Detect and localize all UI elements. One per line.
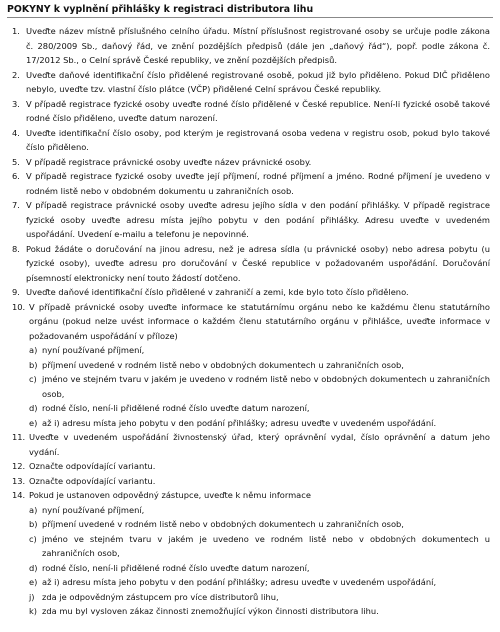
instruction-item <box>12 300 490 344</box>
subitem-text: příjmení uvedené v rodném listě nebo v obdobných dokumentech u zahraničních osob, <box>42 359 404 370</box>
instruction-subitem <box>12 416 490 431</box>
instruction-item <box>12 169 490 198</box>
instruction-number: 14. <box>12 490 26 500</box>
instruction-item <box>12 198 490 242</box>
instruction-item <box>12 242 490 286</box>
subitem-letter: c) <box>29 374 37 384</box>
instruction-item <box>12 24 490 68</box>
instruction-text: Uveďte v uvedeném uspořádání živnostenský úřad, který oprávnění vydal, číslo oprávnění a datum jeho vydání. <box>29 432 490 457</box>
page-title: POKYNY k vyplnění přihlášky k registraci distributora lihu <box>7 4 314 15</box>
subitem-letter: c) <box>29 533 37 544</box>
instruction-text: V případě registrace právnické osoby uveďte adresu jejího sídla v den podání přihlášky. V případě registrace fyzické osoby uveďte adresu místa jejího pobytu v den podání přihlášky. Adresu uveďte v uvedeném uspořádání. Uvedení e-mailu a telefonu je nepovinné. <box>26 200 490 239</box>
instruction-text: Uveďte daňové identifikační číslo přidělené registrované osobě, pokud již bylo přiděleno. Pokud DIČ přiděleno nebylo, uveďte tzv. vlastní číslo plátce (VČP) přidělené Celní správou České republiky. <box>26 69 490 94</box>
subitem-letter: b) <box>29 359 38 370</box>
instruction-subitem <box>12 604 490 619</box>
instruction-item <box>12 155 490 170</box>
instruction-number: 6. <box>12 171 20 181</box>
subitem-text: zda je odpovědným zástupcem pro více distributorů lihu, <box>42 591 279 602</box>
instruction-text: V případě registrace fyzické osoby uveďte rodné číslo přidělené v České republice. Není-li fyzické osobě takové rodné číslo přiděleno, uveďte datum narození. <box>26 98 490 123</box>
instruction-item <box>12 97 490 126</box>
instruction-number: 1. <box>12 26 20 36</box>
instruction-number: 9. <box>12 287 20 297</box>
instruction-number: 8. <box>12 243 20 254</box>
instruction-list <box>12 24 490 619</box>
instruction-text: Označte odpovídající variantu. <box>29 475 156 486</box>
subitem-letter: e) <box>29 417 38 428</box>
instruction-number: 5. <box>12 156 20 167</box>
subitem-letter: b) <box>29 519 38 529</box>
subitem-text: rodné číslo, není-li přidělené rodné číslo uveďte datum narození, <box>42 403 310 413</box>
subitem-letter: k) <box>29 606 38 616</box>
instruction-subitem <box>12 575 490 590</box>
subitem-text: rodné číslo, není-li přidělené rodné číslo uveďte datum narození, <box>42 562 310 573</box>
instruction-subitem <box>12 532 490 561</box>
instruction-item <box>12 285 490 300</box>
subitem-text: jméno ve stejném tvaru v jakém je uvedeno v rodném listě nebo v obdobných dokumentech u zahraničních osob, <box>42 374 490 399</box>
subitem-text: příjmení uvedené v rodném listě nebo v obdobných dokumentech u zahraničních osob, <box>42 519 404 529</box>
instruction-text: Uveďte daňové identifikační číslo přidělené v zahraničí a zemi, kde bylo toto číslo přiděleno. <box>26 287 409 297</box>
instruction-subitem <box>12 372 490 401</box>
instruction-number: 12. <box>12 461 26 471</box>
instruction-subitem <box>12 343 490 358</box>
instruction-number: 3. <box>12 98 20 109</box>
instruction-text: Označte odpovídající variantu. <box>29 461 156 471</box>
instruction-item <box>12 459 490 474</box>
instruction-number: 13. <box>12 475 26 486</box>
subitem-text: až i) adresu místa jeho pobytu v den podání přihlášky; adresu uveďte v uvedeném uspořádání. <box>42 417 437 428</box>
subitem-letter: j) <box>29 591 35 602</box>
instruction-text: V případě registrace fyzické osoby uveďte její příjmení, rodné příjmení a jméno. Rodné příjmení je uvedeno v rodném listě nebo v obdobném dokumentu u zahraničních osob. <box>26 171 490 196</box>
instruction-number: 4. <box>12 127 20 138</box>
subitem-text: až i) adresu místa jeho pobytu v den podání přihlášky; adresu uveďte v uvedeném uspořádání, <box>42 577 437 587</box>
subitem-text: jméno ve stejném tvaru v jakém je uvedeno ve rodném listě nebo v obdobných dokumentech u zahraničních osob, <box>42 533 490 558</box>
instruction-subitem <box>12 561 490 576</box>
instruction-subitem <box>12 358 490 373</box>
instruction-text: Pokud je ustanoven odpovědný zástupce, uveďte k němu informace <box>29 490 311 500</box>
instruction-item <box>12 488 490 503</box>
instruction-number: 7. <box>12 200 20 210</box>
instruction-item <box>12 126 490 155</box>
instruction-text: V případě registrace právnické osoby uveďte název právnické osoby. <box>26 156 312 167</box>
subitem-text: nyní používané příjmení, <box>42 345 145 355</box>
instruction-text: V případě právnické osoby uveďte informace ke statutárnímu orgánu nebo ke každému členu statutárního orgánu (pokud nelze uvést informace o každém členu statutárního orgánu v přihlášce, uveďte informace v požadovaném uspořádání v příloze) <box>29 301 490 341</box>
instruction-number: 11. <box>12 432 26 442</box>
instruction-text: Pokud žádáte o doručování na jinou adresu, než je adresa sídla (u právnické osoby) nebo adresa pobytu (u fyzické osoby), uveďte adresu pro doručování v České republice v požadovaném uspořádání. Doručování písemností elektronicky není touto žádostí dotčeno. <box>26 243 490 283</box>
subitem-letter: d) <box>29 562 38 573</box>
subitem-letter: e) <box>29 577 38 587</box>
subitem-letter: d) <box>29 403 38 413</box>
instruction-number: 2. <box>12 69 20 80</box>
subitem-letter: a) <box>29 345 38 355</box>
subitem-text: zda mu byl vysloven zákaz činnosti znemožňující výkon činnosti distributora lihu. <box>42 606 379 616</box>
instruction-subitem <box>12 503 490 518</box>
instruction-item <box>12 430 490 459</box>
instruction-number: 10. <box>12 301 26 312</box>
instruction-item <box>12 68 490 97</box>
instruction-subitem <box>12 517 490 532</box>
instruction-subitem <box>12 401 490 416</box>
instruction-text: Uveďte identifikační číslo osoby, pod kterým je registrovaná osoba vedena v registru osob, pokud bylo takové číslo přiděleno. <box>26 127 490 152</box>
title-divider <box>7 17 493 18</box>
instruction-text: Uveďte název místně příslušného celního úřadu. Místní příslušnost registrované osoby se určuje podle zákona č. 280/2009 Sb., daňový řád, ve znění pozdějších předpisů (dále jen „daňový řád“), popř. podle zákona č. 17/2012 Sb., o Celní správě České republiky, ve znění pozdějších předpisů. <box>26 26 490 65</box>
subitem-letter: a) <box>29 504 38 515</box>
subitem-text: nyní používané příjmení, <box>42 504 145 515</box>
instruction-item <box>12 474 490 489</box>
instruction-subitem <box>12 590 490 605</box>
